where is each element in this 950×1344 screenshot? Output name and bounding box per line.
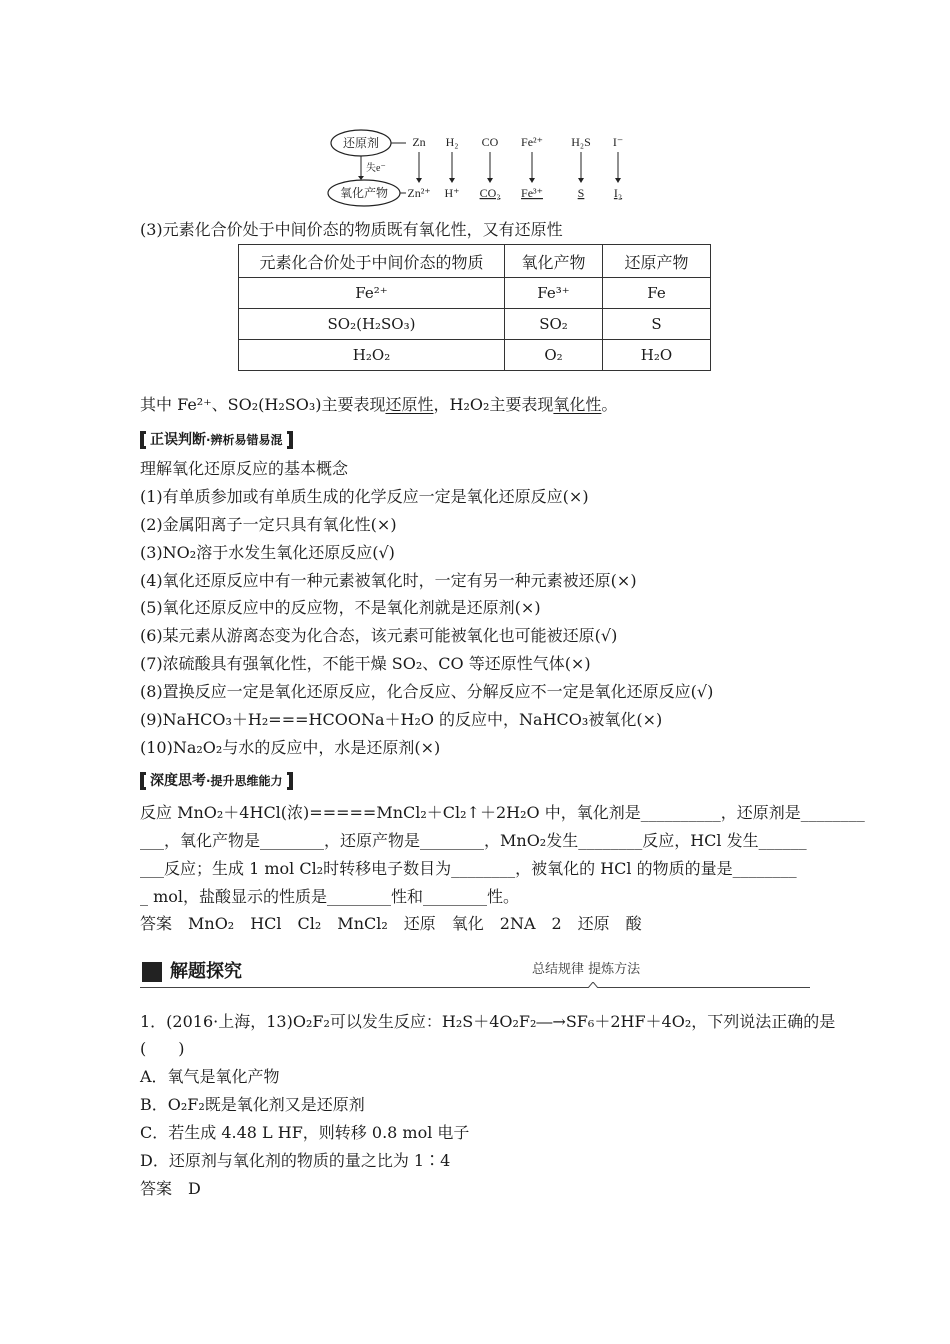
diagram-arrow-head bbox=[449, 178, 455, 183]
diagram-product: Fe³⁺ bbox=[521, 186, 543, 200]
judge-item: (2)金属阳离子一定只具有氧化性(×) bbox=[140, 515, 397, 534]
rule-notch-icon bbox=[588, 982, 598, 988]
section-rule bbox=[140, 987, 810, 988]
point3-heading: (3)元素化合价处于中间价态的物质既有氧化性，又有还原性 bbox=[140, 220, 563, 239]
judge-item: (5)氧化还原反应中的反应物，不是氧化剂就是还原剂(×) bbox=[140, 598, 541, 617]
question-answer: 答案 D bbox=[140, 1179, 201, 1198]
table-cell: Fe²⁺ bbox=[239, 278, 505, 309]
diagram-reducer: H₂S bbox=[571, 135, 591, 149]
table-cell: SO₂(H₂SO₃) bbox=[239, 309, 505, 340]
diagram-arrow-head bbox=[615, 178, 621, 183]
summary-answer-2: 氧化性 bbox=[553, 395, 602, 414]
diagram-arrow-head bbox=[529, 178, 535, 183]
right-bracket-icon bbox=[287, 772, 293, 790]
question-bracket: ( ) bbox=[140, 1039, 185, 1058]
table-cell: H₂O bbox=[603, 340, 711, 371]
judge-item: (9)NaHCO₃＋H₂===HCOONa＋H₂O 的反应中，NaHCO₃被氧化(×) bbox=[140, 710, 663, 729]
deep-line: ___，氧化产物是________，还原产物是________，MnO₂发生________反应，HCl 发生______ bbox=[140, 831, 807, 850]
left-bracket-icon bbox=[140, 431, 146, 449]
question-option: D．还原剂与氧化剂的物质的量之比为 1∶4 bbox=[140, 1151, 451, 1170]
left-bracket-icon bbox=[140, 772, 146, 790]
judge-item: (4)氧化还原反应中有一种元素被氧化时，一定有另一种元素被还原(×) bbox=[140, 571, 637, 590]
question-stem: 1．(2016·上海，13)O₂F₂可以发生反应：H₂S＋4O₂F₂―→SF₆＋2HF＋4O₂，下列说法正确的是 bbox=[140, 1012, 836, 1031]
table-cell: SO₂ bbox=[505, 309, 603, 340]
diagram-reducer: Fe²⁺ bbox=[521, 135, 543, 149]
section-title: 深度思考 bbox=[150, 773, 206, 789]
table-cell: H₂O₂ bbox=[239, 340, 505, 371]
section-subtitle: ·辨析易错易混 bbox=[206, 433, 283, 447]
section-subtitle: ·提升思维能力 bbox=[206, 774, 283, 788]
right-bracket-icon bbox=[287, 431, 293, 449]
diagram-arrow-head bbox=[487, 178, 493, 183]
diagram-arrow-head bbox=[578, 178, 584, 183]
diagram-arrow-head bbox=[416, 178, 422, 183]
table-row bbox=[239, 278, 711, 309]
table-cell: S bbox=[603, 309, 711, 340]
summary-line bbox=[140, 394, 617, 416]
judge-intro: 理解氧化还原反应的基本概念 bbox=[140, 459, 349, 478]
arrow-label: 失e⁻ bbox=[366, 163, 386, 174]
section-tagline: 总结规律 提炼方法 bbox=[532, 962, 641, 977]
judge-item: (6)某元素从游离态变为化合态，该元素可能被氧化也可能被还原(√) bbox=[140, 626, 618, 645]
judge-item: (10)Na₂O₂与水的反应中，水是还原剂(×) bbox=[140, 738, 441, 757]
section-header-practice bbox=[140, 958, 810, 988]
diagram-reducer: CO bbox=[481, 135, 499, 149]
summary-middle: ，H₂O₂主要表现 bbox=[433, 395, 554, 414]
judge-item: (7)浓硫酸具有强氧化性，不能干燥 SO₂、CO 等还原性气体(×) bbox=[140, 654, 591, 673]
deep-answer: 答案 MnO₂ HCl Cl₂ MnCl₂ 还原 氧化 2NA 2 还原 酸 bbox=[140, 914, 642, 933]
diagram-reducer: I⁻ bbox=[612, 135, 624, 149]
summary-prefix: 其中 Fe²⁺、SO₂(H₂SO₃)主要表现 bbox=[140, 395, 386, 414]
judge-item: (1)有单质参加或有单质生成的化学反应一定是氧化还原反应(×) bbox=[140, 487, 589, 506]
block-icon bbox=[142, 972, 152, 982]
table-cell: Fe bbox=[603, 278, 711, 309]
section-title: 解题探究 bbox=[170, 961, 242, 982]
block-icon bbox=[142, 962, 152, 972]
section-header-deep bbox=[140, 770, 293, 792]
block-icon bbox=[152, 962, 162, 982]
diagram-reducer: H₂ bbox=[445, 135, 459, 149]
deep-line: ___反应；生成 1 mol Cl₂时转移电子数目为________，被氧化的 HCl 的物质的量是________ bbox=[140, 859, 797, 878]
diagram-product: H⁺ bbox=[444, 186, 460, 200]
table-row bbox=[239, 309, 711, 340]
diagram-reducer: Zn bbox=[412, 135, 426, 149]
table-header: 元素化合价处于中间价态的物质 bbox=[239, 245, 505, 278]
question-option: C．若生成 4.48 L HF，则转移 0.8 mol 电子 bbox=[140, 1123, 470, 1142]
diagram-product: I₂ bbox=[613, 186, 623, 200]
deep-line: 反应 MnO₂＋4HCl(浓)=====MnCl₂＋Cl₂↑＋2H₂O 中，氧化剂是__________，还原剂是________ bbox=[140, 803, 865, 822]
reducer-label: 还原剂 bbox=[342, 136, 380, 150]
question-option: B．O₂F₂既是氧化剂又是还原剂 bbox=[140, 1095, 365, 1114]
section-title: 正误判断 bbox=[150, 432, 206, 448]
table-header-row bbox=[239, 245, 711, 278]
down-arrow-head bbox=[358, 176, 364, 180]
summary-suffix: 。 bbox=[601, 395, 618, 414]
diagram-product: CO₂ bbox=[479, 186, 501, 200]
diagram-product: Zn²⁺ bbox=[407, 186, 431, 200]
table-header: 还原产物 bbox=[603, 245, 711, 278]
product-label: 氧化产物 bbox=[339, 186, 389, 200]
deep-line: _ mol，盐酸显示的性质是________性和________性。 bbox=[140, 887, 520, 906]
judge-item: (3)NO₂溶于水发生氧化还原反应(√) bbox=[140, 543, 395, 562]
table-cell: O₂ bbox=[505, 340, 603, 371]
table-cell: Fe³⁺ bbox=[505, 278, 603, 309]
section-header-judge bbox=[140, 429, 293, 451]
table-row bbox=[239, 340, 711, 371]
oxidation-diagram bbox=[326, 125, 636, 210]
diagram-product: S bbox=[577, 186, 585, 200]
judge-item: (8)置换反应一定是氧化还原反应，化合反应、分解反应不一定是氧化还原反应(√) bbox=[140, 682, 714, 701]
summary-answer-1: 还原性 bbox=[385, 395, 434, 414]
valence-table bbox=[238, 244, 711, 371]
table-header: 氧化产物 bbox=[505, 245, 603, 278]
question-option: A．氧气是氧化产物 bbox=[140, 1067, 280, 1086]
